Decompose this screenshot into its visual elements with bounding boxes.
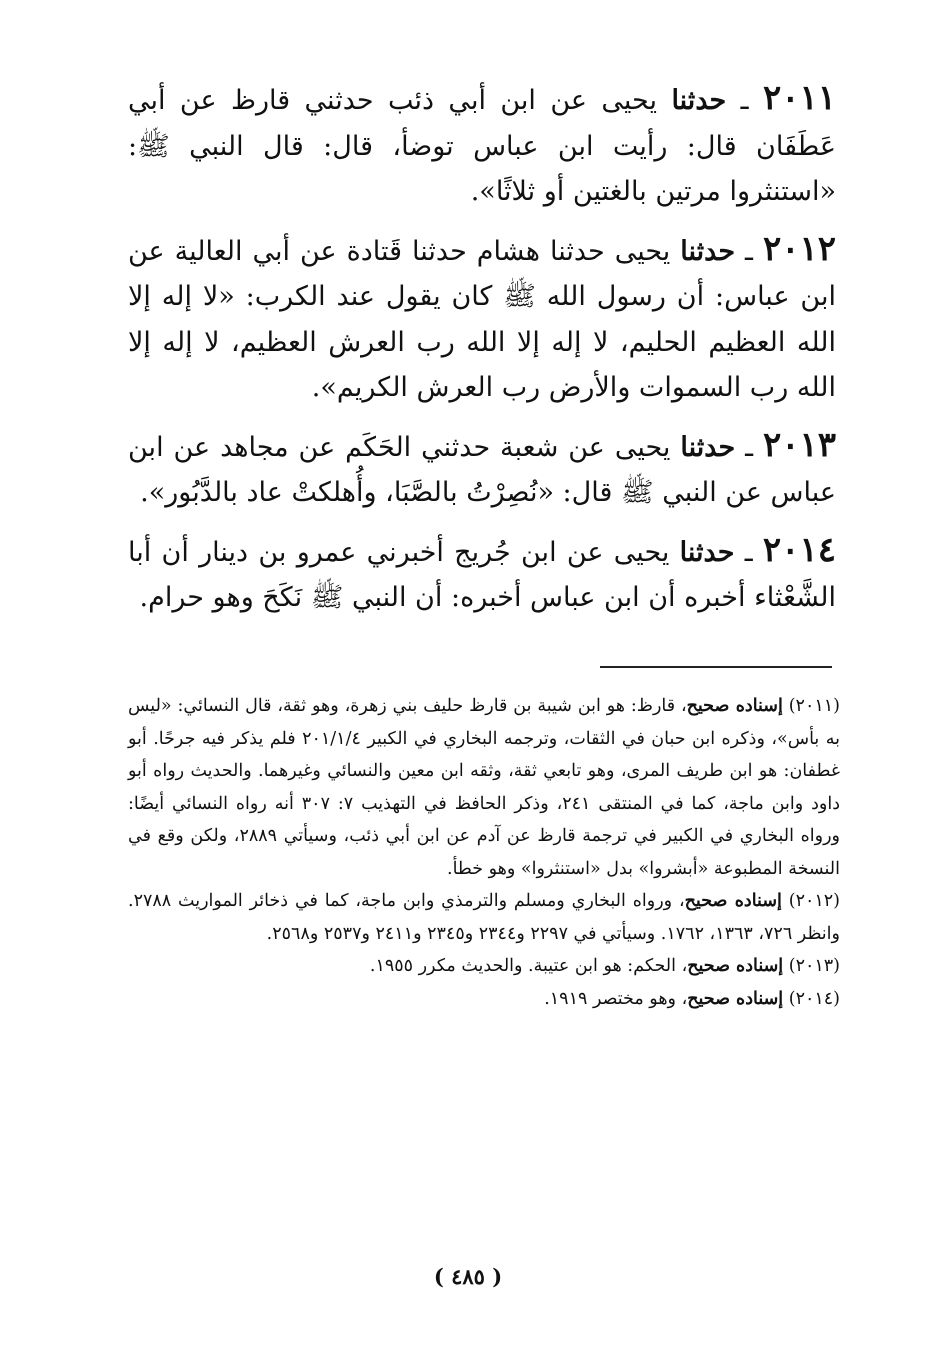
footnote-keyword: إسناده صحيح: [684, 891, 782, 911]
footnote-number: (٢٠١٢): [788, 891, 840, 911]
footnote-2011: [128, 690, 840, 885]
hadith-keyword: حدثنا: [680, 431, 736, 463]
hadith-number: ٢٠١٤: [762, 529, 836, 570]
footnote-keyword: إسناده صحيح: [687, 956, 784, 976]
footnote-body: ، ورواه البخاري ومسلم والترمذي وابن ماجة، كما في ذخائر المواريث ٢٧٨٨. وانظر ٧٢٦، ١٣٦٣، ١٧٦٢. وسيأتي في ٢٢٩٧ و٢٣٤٤ و٢٣٤٥ و٢٤١١ و٢٥٣٧ و٢٥٦٨.: [128, 891, 840, 944]
footnote-keyword: إسناده صحيح: [687, 988, 784, 1009]
hadith-separator: ـ: [740, 85, 749, 116]
hadith-number: ٢٠١١: [762, 78, 837, 118]
hadith-2014: [128, 528, 836, 621]
hadith-keyword: حدثنا: [680, 235, 736, 267]
footnote-number: (٢٠١٤): [788, 988, 840, 1009]
hadith-separator: ـ: [744, 536, 753, 568]
footnote-body: ، قارظ: هو ابن شيبة بن قارظ حليف بني زهرة، وهو ثقة، قال النسائي: «ليس به بأس»، وذكره ابن حبان في الثقات، وترجمه البخاري في الكبير ٢٠١/١/٤ فلم يذكر فيه جرحًا. أبو غطفان: هو ابن طريف المرى، وهو تابعي ثقة، وثقه ابن معين والنسائي وغيرهما. والحديث رواه أبو داود وابن ماجة، كما في المنتقى ٢٤١، وذكر الحافظ في التهذيب ٧: ٣٠٧ أنه رواه النسائي أيضًا: ورواه البخاري في الكبير في ترجمة قارظ عن آدم عن ابن أبي ذئب، وسيأتي ٢٨٨٩، ولكن وقع في النسخة المطبوعة «أبشروا» بدل «استنثروا» وهو خطأ.: [128, 696, 840, 879]
hadith-body: يحيى عن ابن جُريج أخبرني عمرو بن دينار أن أبا الشَّعْثاء أخبره أن ابن عباس أخبره: أن النبي ﷺ نَكَحَ وهو حرام.: [128, 536, 836, 613]
hadith-number: ٢٠١٣: [762, 424, 836, 465]
hadith-2011: [128, 76, 836, 215]
hadith-2013: [128, 423, 836, 516]
hadith-keyword: حدثنا: [671, 85, 727, 116]
hadith-number: ٢٠١٢: [762, 228, 836, 269]
hadith-separator: ـ: [745, 235, 753, 267]
hadith-body: يحيى عن شعبة حدثني الحَكَم عن مجاهد عن ابن عباس عن النبي ﷺ قال: «نُصِرْتُ بالصَّبَا، وأُهلكتْ عاد بالدَّبُور».: [128, 431, 836, 508]
footnotes-block: [128, 690, 840, 1015]
footnote-number: (٢٠١١): [788, 696, 840, 716]
footnote-number: (٢٠١٣): [788, 956, 840, 976]
hadith-keyword: حدثنا: [679, 536, 735, 568]
hadith-text-block: [128, 76, 836, 633]
footnote-2013: [128, 950, 840, 983]
footnote-body: ، الحكم: هو ابن عتيبة. والحديث مكرر ١٩٥٥.: [369, 956, 688, 976]
footnote-divider: [600, 666, 832, 668]
hadith-body: يحيى عن ابن أبي ذئب حدثني قارظ عن أبي عَطَفَان قال: رأيت ابن عباس توضأ، قال: قال النبي ﷺ: «استنثروا مرتين بالغتين أو ثلاثًا».: [128, 85, 836, 207]
footnote-body: ، وهو مختصر ١٩١٩.: [544, 988, 688, 1009]
hadith-body: يحيى حدثنا هشام حدثنا قَتادة عن أبي العالية عن ابن عباس: أن رسول الله ﷺ كان يقول عند الكرب: «لا إله إلا الله العظيم الحليم، لا إله إلا الله رب العرش العظيم، لا إله إلا الله رب السموات والأرض رب العرش الكريم».: [128, 235, 836, 403]
hadith-separator: ـ: [745, 431, 754, 463]
hadith-2012: [128, 227, 836, 411]
footnote-2012: [128, 885, 840, 950]
footnote-keyword: إسناده صحيح: [686, 696, 783, 716]
page-number: ( ٤٨٥ ): [433, 1264, 503, 1289]
footnote-2014: [128, 983, 840, 1016]
